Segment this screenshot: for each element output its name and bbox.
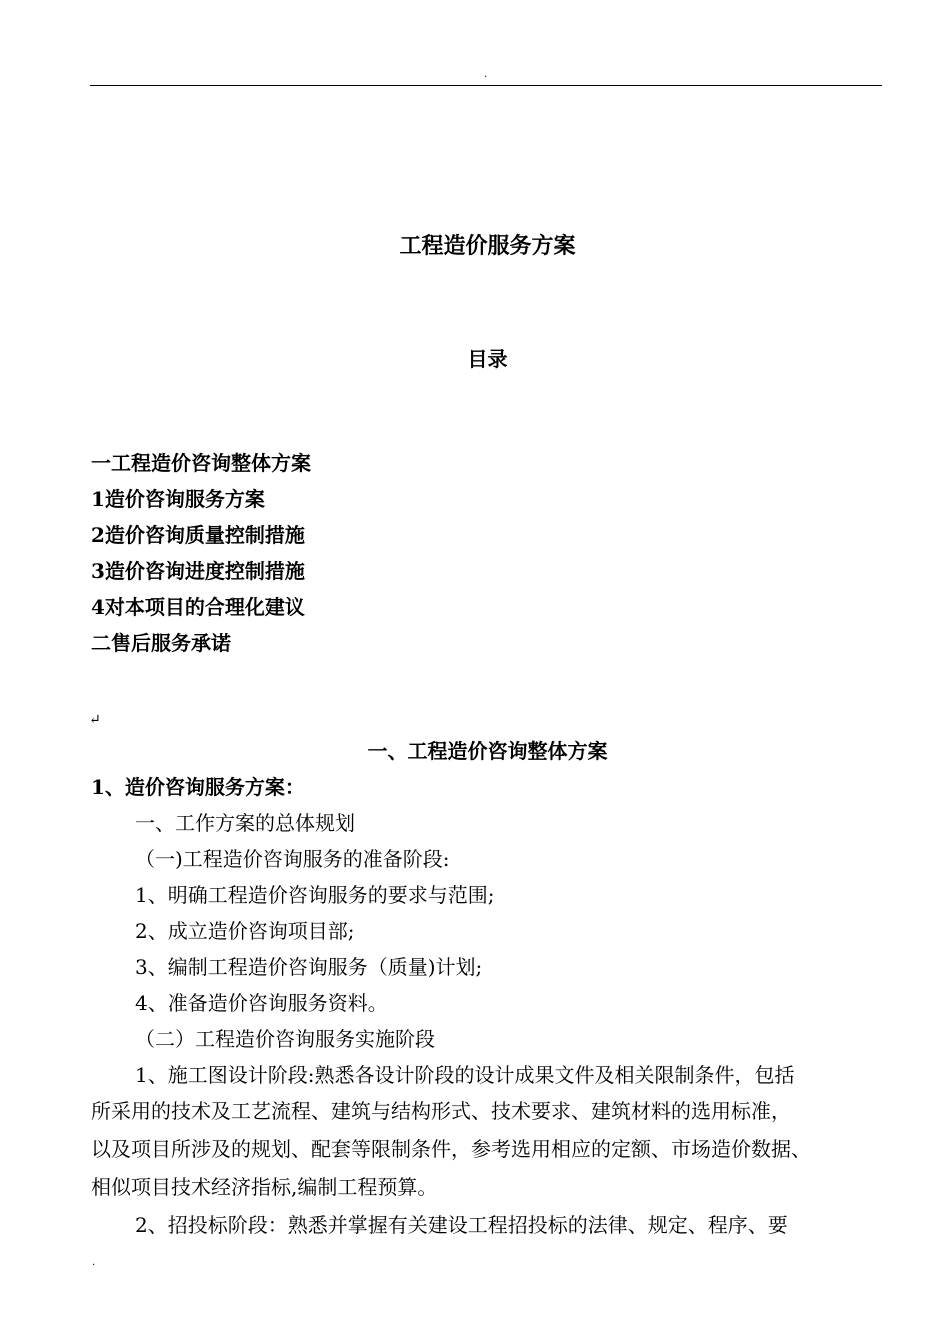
body-line: 一、工作方案的总体规划 (135, 811, 355, 835)
toc-item[interactable]: 二售后服务承诺 (91, 631, 231, 655)
body-line: 3、编制工程造价咨询服务（质量)计划; (135, 955, 483, 979)
body-line: 2、招投标阶段：熟悉并掌握有关建设工程招投标的法律、规定、程序、要 (135, 1213, 788, 1237)
body-line: （一)工程造价咨询服务的准备阶段: (135, 847, 450, 871)
toc-item[interactable]: 2造价咨询质量控制措施 (91, 523, 305, 547)
toc-item[interactable]: 4对本项目的合理化建议 (91, 595, 305, 619)
body-line: 2、成立造价咨询项目部; (135, 919, 355, 943)
body-line: 所采用的技术及工艺流程、建筑与结构形式、技术要求、建筑材料的选用标准， (91, 1099, 791, 1123)
document-title: 工程造价服务方案 (399, 233, 576, 259)
body-line: 4、准备造价咨询服务资料。 (135, 991, 388, 1015)
body-line: （二）工程造价咨询服务实施阶段 (135, 1027, 435, 1051)
body-line: 以及项目所涉及的规划、配套等限制条件，参考选用相应的定额、市场造价数据、 (91, 1137, 811, 1161)
header-rule (90, 85, 882, 86)
header-mark: . (484, 69, 488, 80)
toc-title: 目录 (467, 347, 508, 371)
body-line: 1、施工图设计阶段:熟悉各设计阶段的设计成果文件及相关限制条件，包括 (135, 1063, 795, 1087)
paragraph-return-icon: ↵ (89, 712, 101, 728)
sub-heading: 1、造价咨询服务方案： (91, 775, 305, 799)
footer-mark: . (92, 1257, 96, 1268)
body-line: 1、明确工程造价咨询服务的要求与范围; (135, 883, 495, 907)
toc-item[interactable]: 一工程造价咨询整体方案 (91, 451, 311, 475)
section-heading: 一、工程造价咨询整体方案 (367, 739, 608, 763)
toc-item[interactable]: 1造价咨询服务方案 (91, 487, 265, 511)
toc-item[interactable]: 3造价咨询进度控制措施 (91, 559, 305, 583)
body-line: 相似项目技术经济指标,编制工程预算。 (91, 1175, 438, 1199)
